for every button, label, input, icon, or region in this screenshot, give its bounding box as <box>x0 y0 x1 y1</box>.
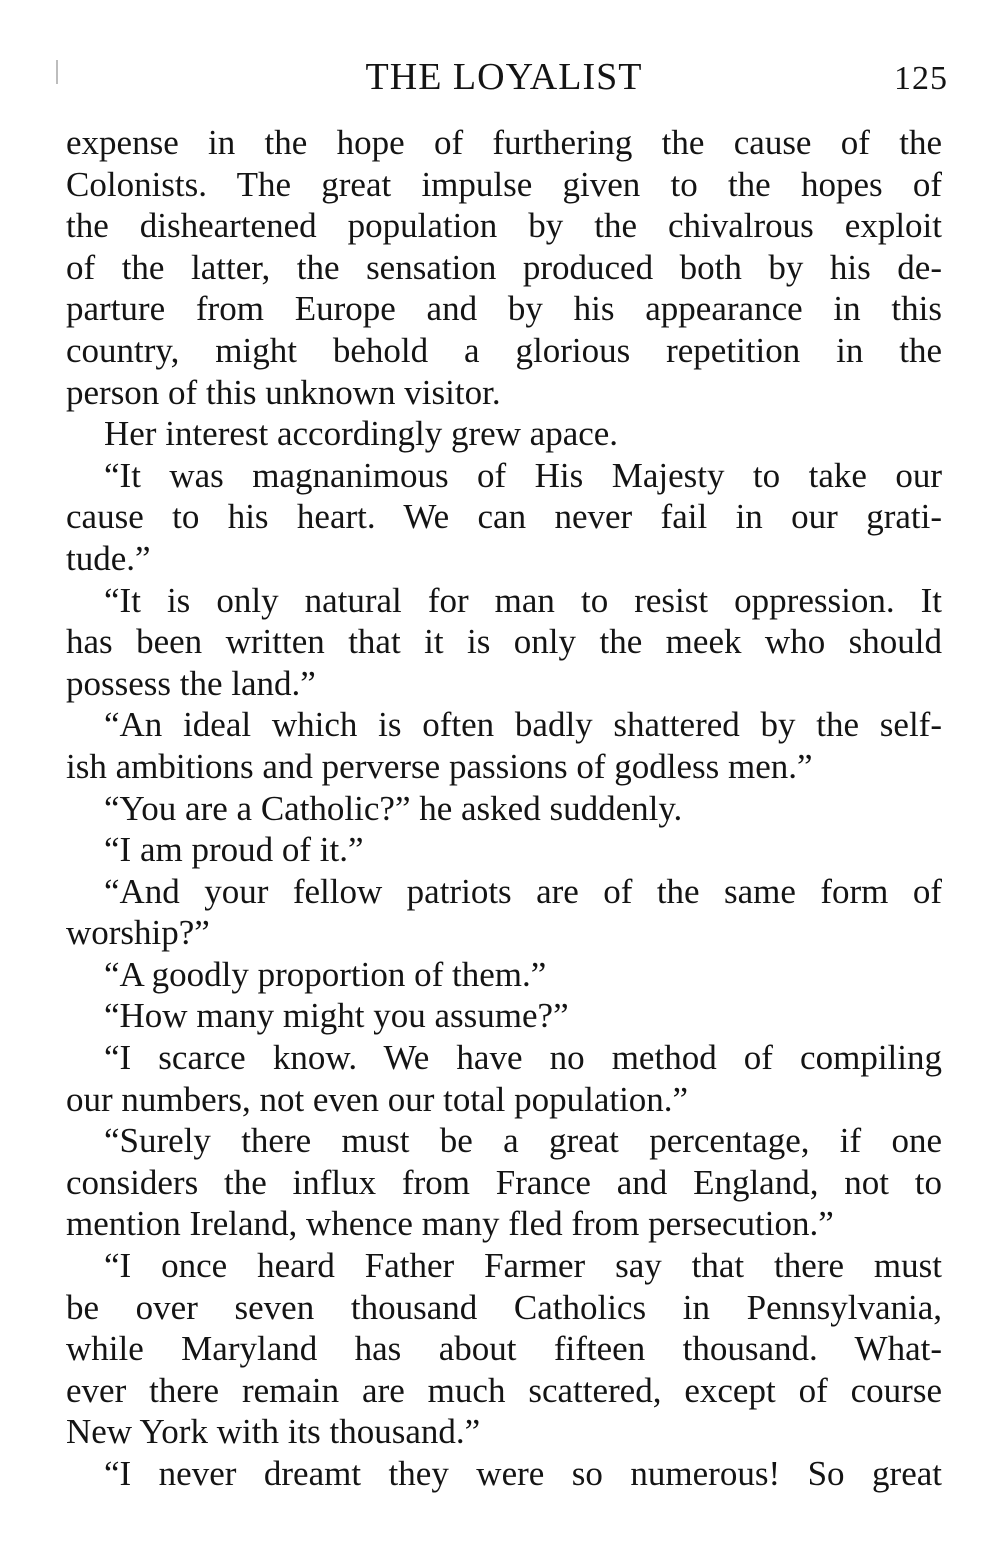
text-line: has been written that it is only the meek who should <box>66 622 942 662</box>
text-line: country, might behold a glorious repetition in the <box>66 330 942 370</box>
text-line: the disheartened population by the chivalrous exploit <box>66 206 942 246</box>
text-line: “You are a Catholic?” he asked suddenly. <box>104 788 683 828</box>
text-line: “I never dreamt they were so numerous! So great <box>104 1454 942 1493</box>
text-line: “An ideal which is often badly shattered by the self- <box>104 705 942 745</box>
text-line: person of this unknown visitor. <box>66 372 501 412</box>
text-line: worship?” <box>66 913 210 953</box>
text-line: Her interest accordingly grew apace. <box>104 414 619 454</box>
text-line: “I am proud of it.” <box>104 830 364 870</box>
text-line: while Maryland has about fifteen thousand. What- <box>66 1329 942 1369</box>
text-line: “How many might you assume?” <box>104 996 569 1036</box>
text-line: possess the land.” <box>66 663 316 703</box>
text-line: Colonists. The great impulse given to the hopes of <box>66 164 942 204</box>
text-line: our numbers, not even our total population.” <box>66 1079 689 1119</box>
text-line: “I once heard Father Farmer say that there must <box>104 1246 942 1286</box>
text-line: “A goodly proportion of them.” <box>104 954 547 994</box>
text-line: New York with its thousand.” <box>66 1412 481 1452</box>
text-line: of the latter, the sensation produced both by his de- <box>66 247 942 287</box>
text-line: “It was magnanimous of His Majesty to take our <box>104 455 942 495</box>
text-line: “It is only natural for man to resist oppression. It <box>104 580 942 620</box>
text-line: ish ambitions and perverse passions of godless men.” <box>66 746 813 786</box>
text-line: ever there remain are much scattered, except of course <box>66 1370 942 1410</box>
page-number: 125 <box>894 60 948 97</box>
text-line: be over seven thousand Catholics in Pennsylvania, <box>66 1287 942 1327</box>
text-line: mention Ireland, whence many fled from persecution.” <box>66 1204 834 1244</box>
text-line: tude.” <box>66 538 151 578</box>
running-title: THE LOYALIST <box>365 56 643 98</box>
scan-margin-mark <box>56 60 58 84</box>
text-line: “Surely there must be a great percentage, if one <box>104 1121 942 1161</box>
running-head <box>66 52 948 102</box>
body-text <box>66 122 942 1495</box>
text-line: cause to his heart. We can never fail in our grati- <box>66 497 942 537</box>
text-line: “I scarce know. We have no method of compiling <box>104 1038 942 1078</box>
text-line: considers the influx from France and England, not to <box>66 1162 942 1202</box>
text-line: expense in the hope of furthering the cause of the <box>66 123 942 162</box>
text-line: parture from Europe and by his appearance in this <box>66 289 942 329</box>
text-line: “And your fellow patriots are of the same form of <box>104 871 942 911</box>
